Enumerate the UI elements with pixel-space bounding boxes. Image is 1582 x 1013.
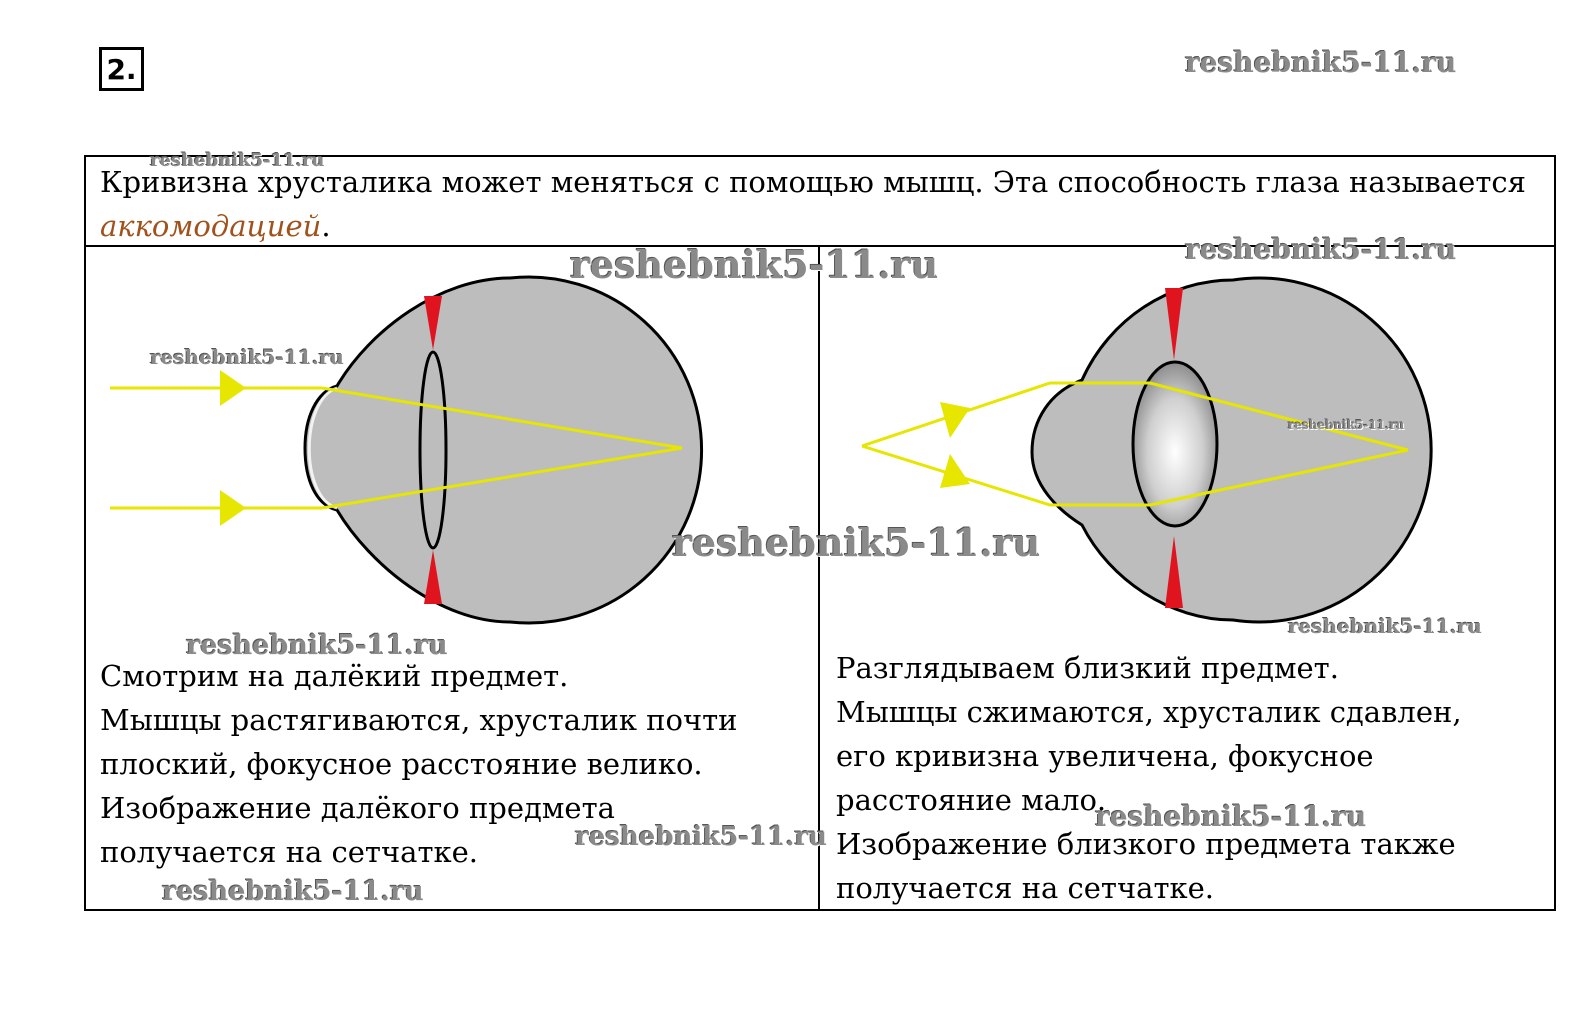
watermark: reshebnik5-11.ru: [570, 242, 939, 287]
eyeball-right: [1032, 278, 1431, 622]
caption-line: Мышцы сжимаются, хрусталик сдавлен,: [836, 695, 1462, 729]
caption-line: Мышцы растягиваются, хрусталик почти: [100, 703, 738, 737]
intro-text-after: .: [321, 209, 331, 243]
caption-line: Разглядываем близкий предмет.: [836, 651, 1339, 685]
eyeball-left: [305, 277, 702, 623]
watermark: reshebnik5-11.ru: [1185, 46, 1457, 79]
task-number: 2.: [99, 47, 144, 91]
caption-line: Смотрим на далёкий предмет.: [100, 659, 569, 693]
eye-far-vision: [110, 277, 702, 623]
caption-line: получается на сетчатке.: [100, 835, 478, 869]
watermark: reshebnik5-11.ru: [1095, 800, 1367, 833]
watermark: reshebnik5-11.ru: [1288, 418, 1405, 432]
lens-flat: [420, 352, 446, 548]
accommodation-term: аккомодацией: [100, 209, 322, 243]
watermark: reshebnik5-11.ru: [150, 150, 325, 171]
caption-line: Изображение далёкого предмета: [100, 791, 615, 825]
eye-near-vision: [862, 278, 1431, 622]
watermark: reshebnik5-11.ru: [1288, 614, 1482, 638]
caption-line: получается на сетчатке.: [836, 871, 1214, 905]
ray-arrow-bottom-left: [220, 490, 246, 526]
watermark: reshebnik5-11.ru: [1185, 233, 1457, 266]
watermark: reshebnik5-11.ru: [575, 822, 828, 852]
watermark: reshebnik5-11.ru: [672, 520, 1041, 565]
watermark: reshebnik5-11.ru: [150, 345, 344, 369]
caption-line: плоский, фокусное расстояние велико.: [100, 747, 703, 781]
intro-text-before: Кривизна хрусталика может меняться с помощью мышц. Эта способность глаза называется: [100, 165, 1526, 199]
ray-arrow-top-left: [220, 370, 246, 406]
lens-convex: [1133, 362, 1217, 526]
watermark: reshebnik5-11.ru: [186, 630, 448, 661]
caption-line: расстояние мало.: [836, 783, 1107, 817]
caption-line: его кривизна увеличена, фокусное: [836, 739, 1374, 773]
watermark: reshebnik5-11.ru: [162, 876, 424, 907]
caption-line: Изображение близкого предмета также: [836, 827, 1456, 861]
ray-arrow-top-right: [940, 402, 970, 438]
near-vision-caption: [836, 646, 1536, 910]
